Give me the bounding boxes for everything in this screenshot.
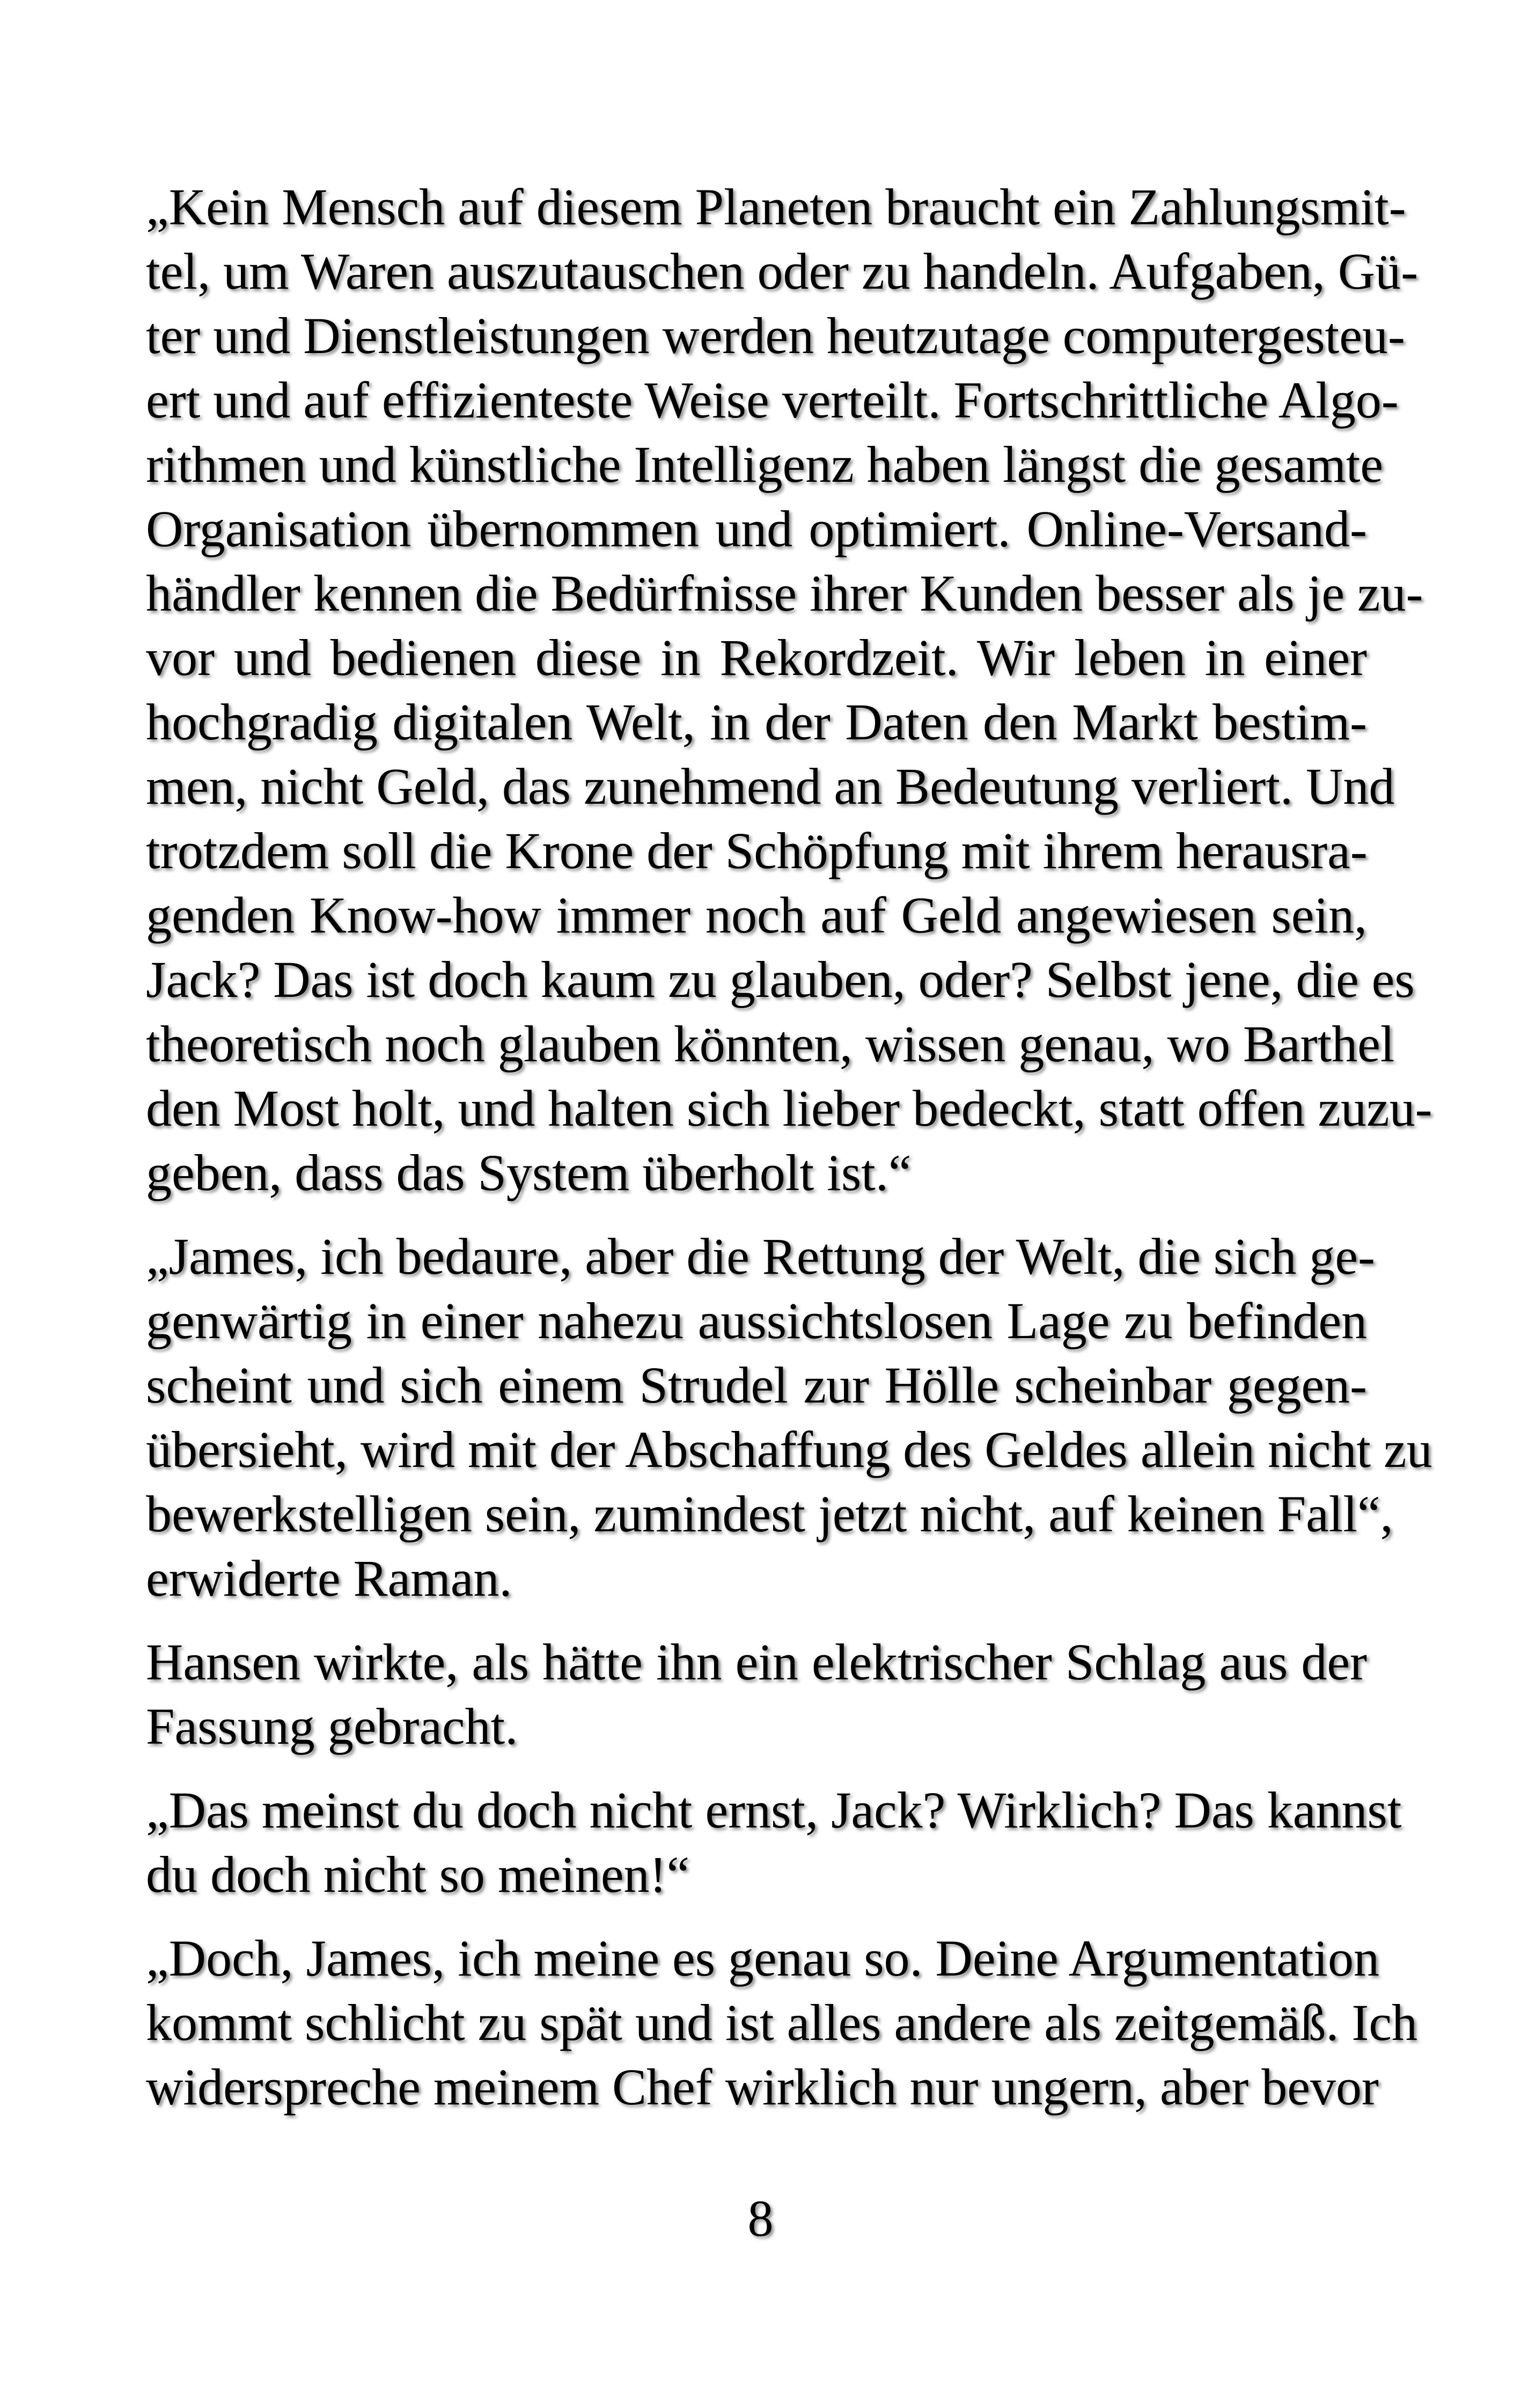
text-line: genwärtig in einer nahezu aussichtslosen Lage zu befinden (146, 1292, 1367, 1349)
text-line: widerspreche meinem Chef wirklich nur ungern, aber bevor (146, 2058, 1379, 2116)
paragraph (146, 1630, 1367, 1759)
text-line: Organisation übernommen und optimiert. Online-Versand- (146, 500, 1367, 557)
text-line: übersieht, wird mit der Abschaffung des Geldes allein nicht zu (146, 1421, 1432, 1478)
text-line: Jack? Das ist doch kaum zu glauben, oder? Selbst jene, die es (146, 951, 1415, 1008)
text-line: genden Know-how immer noch auf Geld angewiesen sein, (146, 886, 1367, 944)
paragraph (146, 175, 1432, 1205)
text-line: ter und Dienstleistungen werden heutzutage computergesteu- (146, 307, 1405, 364)
text-line: scheint und sich einem Strudel zur Hölle scheinbar gegen- (146, 1356, 1367, 1414)
text-line: kommt schlicht zu spät und ist alles andere als zeitgemäß. Ich (146, 1994, 1417, 2051)
text-line: bewerkstelligen sein, zumindest jetzt nicht, auf keinen Fall“, (146, 1485, 1393, 1543)
text-line: tel, um Waren auszutauschen oder zu handeln. Aufgaben, Gü- (146, 243, 1419, 300)
text-line: theoretisch noch glauben könnten, wissen genau, wo Barthel (146, 1015, 1395, 1073)
text-line: erwiderte Raman. (146, 1550, 512, 1607)
text-line: „James, ich bedaure, aber die Rettung der Welt, die sich ge- (146, 1228, 1375, 1285)
text-line: vor und bedienen diese in Rekordzeit. Wir leben in einer (146, 629, 1367, 686)
text-line: händler kennen die Bedürfnisse ihrer Kunden besser als je zu- (146, 564, 1423, 622)
text-line: rithmen und künstliche Intelligenz haben längst die gesamte (146, 436, 1384, 493)
text-line: „Doch, James, ich meine es genau so. Deine Argumentation (146, 1929, 1379, 1987)
text-line: Fassung gebracht. (146, 1698, 518, 1755)
text-line: men, nicht Geld, das zunehmend an Bedeutung verliert. Und (146, 758, 1395, 815)
text-line: du doch nicht so meinen!“ (146, 1846, 690, 1903)
text-line: „Kein Mensch auf diesem Planeten braucht ein Zahlungsmit- (146, 178, 1406, 236)
paragraph (146, 1224, 1432, 1611)
paragraph (146, 1778, 1402, 1907)
text-line: ert und auf effizienteste Weise verteilt. Fortschrittliche Algo- (146, 371, 1399, 429)
text-line: den Most holt, und halten sich lieber bedeckt, statt offen zuzu- (146, 1080, 1432, 1137)
text-line: trotzdem soll die Krone der Schöpfung mit ihrem herausra- (146, 822, 1368, 879)
page-number: 8 (747, 2190, 774, 2247)
body-text (146, 175, 1432, 2119)
text-line: „Das meinst du doch nicht ernst, Jack? Wirklich? Das kannst (146, 1781, 1402, 1839)
paragraph (146, 1926, 1417, 2119)
text-line: Hansen wirkte, als hätte ihn ein elektrischer Schlag aus der (146, 1633, 1367, 1691)
text-line: hochgradig digitalen Welt, in der Daten den Markt bestim- (146, 693, 1367, 751)
text-line: geben, dass das System überholt ist.“ (146, 1144, 912, 1201)
